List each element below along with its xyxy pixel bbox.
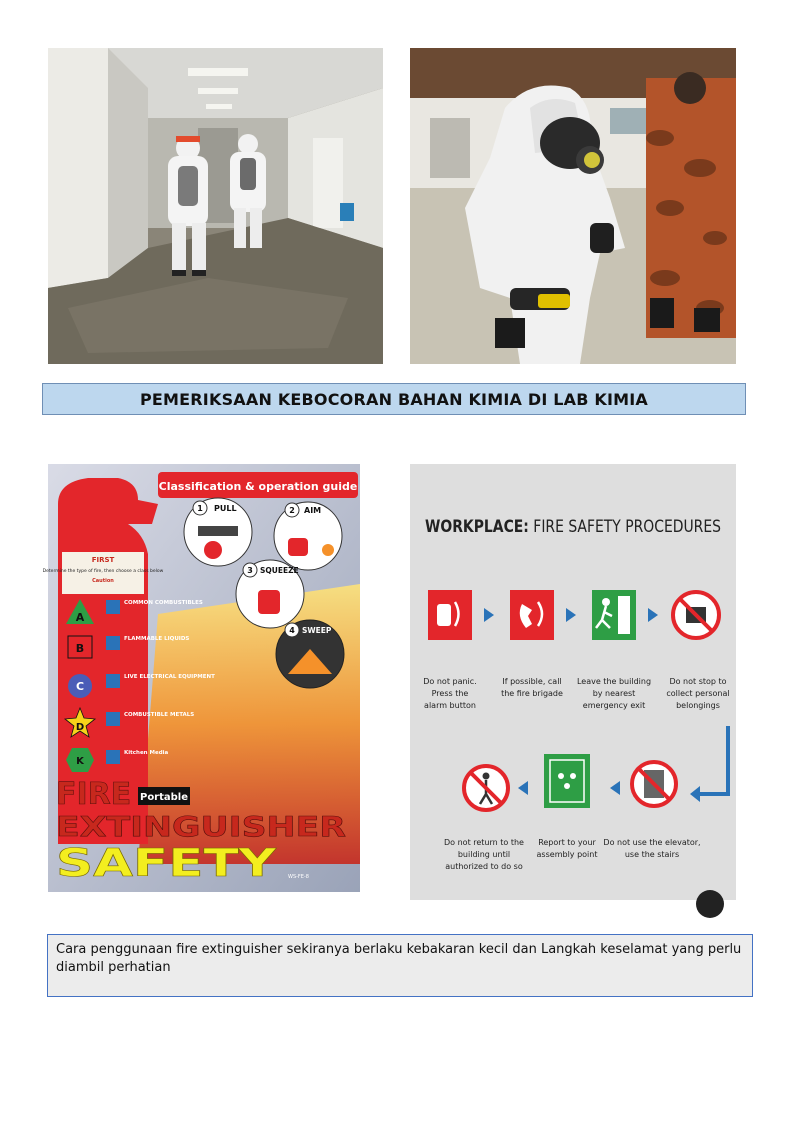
fire-safety-procedures-graphic — [410, 464, 764, 900]
svg-text:Kitchen Media: Kitchen Media — [124, 750, 169, 756]
step-2-caption-line1: If possible, call — [502, 677, 562, 686]
svg-text:D: D — [75, 722, 85, 733]
alarm-button-icon — [428, 590, 472, 640]
svg-text:SWEEP: SWEEP — [302, 626, 332, 635]
svg-text:B: B — [75, 642, 85, 655]
svg-text:2: 2 — [289, 506, 295, 515]
step-aim — [274, 502, 342, 570]
hazmat-inspector-photo — [410, 48, 736, 364]
svg-text:C: C — [75, 680, 85, 693]
step-squeeze — [236, 560, 304, 628]
step-3-caption-line3: emergency exit — [582, 701, 646, 710]
step-3-caption-line1: Leave the building — [576, 677, 652, 686]
step-7-caption-line2: building until — [457, 850, 511, 859]
svg-text:PULL: PULL — [214, 504, 237, 513]
no-belongings-icon — [673, 592, 719, 638]
step-3-caption-line2: by nearest — [592, 689, 636, 698]
step-4-caption-line3: belongings — [676, 701, 720, 710]
step-1-caption-line3: alarm button — [424, 701, 476, 710]
poster-title-extinguisher: EXTINGUISHER — [56, 810, 346, 843]
no-return-icon — [464, 766, 508, 810]
svg-text:FLAMMABLE LIQUIDS: FLAMMABLE LIQUIDS — [124, 636, 190, 642]
svg-text:LIVE ELECTRICAL EQUIPMENT: LIVE ELECTRICAL EQUIPMENT — [124, 674, 215, 680]
fire-extinguisher-safety-poster — [42, 464, 360, 892]
hazmat-team-corridor-photo — [48, 48, 383, 364]
first-box-caution: Caution — [92, 578, 114, 584]
step-5-caption-line1: Do not use the elevator, — [603, 838, 701, 847]
caption-box: Cara penggunaan fire extinguisher sekiranya berlaku kebakaran kecil dan Langkah keselamat yang perlu diambil perhatian — [47, 934, 753, 997]
step-6-caption-line1: Report to your — [538, 838, 596, 847]
step-1-caption-line2: Press the — [431, 689, 469, 698]
corner-dot — [696, 890, 724, 918]
step-7-caption-line1: Do not return to the — [444, 838, 524, 847]
no-elevator-icon — [632, 762, 676, 806]
svg-text:A: A — [75, 611, 85, 624]
svg-text:COMMON COMBUSTIBLES: COMMON COMBUSTIBLES — [124, 600, 203, 606]
step-4-caption-line1: Do not stop to — [669, 677, 727, 686]
poster-title-fire: FIRE — [56, 777, 132, 812]
step-1-caption-line1: Do not panic. — [423, 677, 477, 686]
step-pull — [184, 498, 252, 566]
emergency-exit-icon — [592, 590, 636, 640]
poster-title-safety: SAFETY — [56, 841, 277, 885]
assembly-point-icon — [544, 754, 590, 808]
first-box-text: Determine the type of fire, then choose a class below — [42, 569, 164, 574]
poster-portable-label: Portable — [139, 792, 189, 803]
step-2-caption-line2: the fire brigade — [501, 689, 563, 698]
svg-text:COMBUSTIBLE METALS: COMBUSTIBLE METALS — [124, 712, 195, 718]
svg-text:SQUEEZE: SQUEEZE — [260, 566, 299, 575]
procedures-title: WORKPLACE: FIRE SAFETY PROCEDURES — [425, 517, 764, 537]
step-4-caption-line2: collect personal — [666, 689, 730, 698]
svg-text:AIM: AIM — [304, 506, 322, 515]
poster-header-text: Classification & operation guide — [158, 480, 358, 493]
step-sweep — [276, 620, 344, 688]
phone-call-icon — [510, 590, 554, 640]
step-6-caption-line2: assembly point — [536, 850, 598, 859]
svg-text:4: 4 — [289, 626, 295, 635]
svg-text:1: 1 — [197, 504, 203, 513]
step-7-caption-line3: authorized to do so — [445, 862, 523, 871]
svg-text:3: 3 — [247, 566, 253, 575]
svg-text:K: K — [76, 756, 84, 767]
poster-footer-code: WS-FE-8 — [288, 874, 309, 880]
step-5-caption-line2: use the stairs — [624, 850, 680, 859]
section-title: PEMERIKSAAN KEBOCORAN BAHAN KIMIA DI LAB KIMIA — [42, 383, 746, 415]
first-box-title: FIRST — [91, 556, 115, 564]
